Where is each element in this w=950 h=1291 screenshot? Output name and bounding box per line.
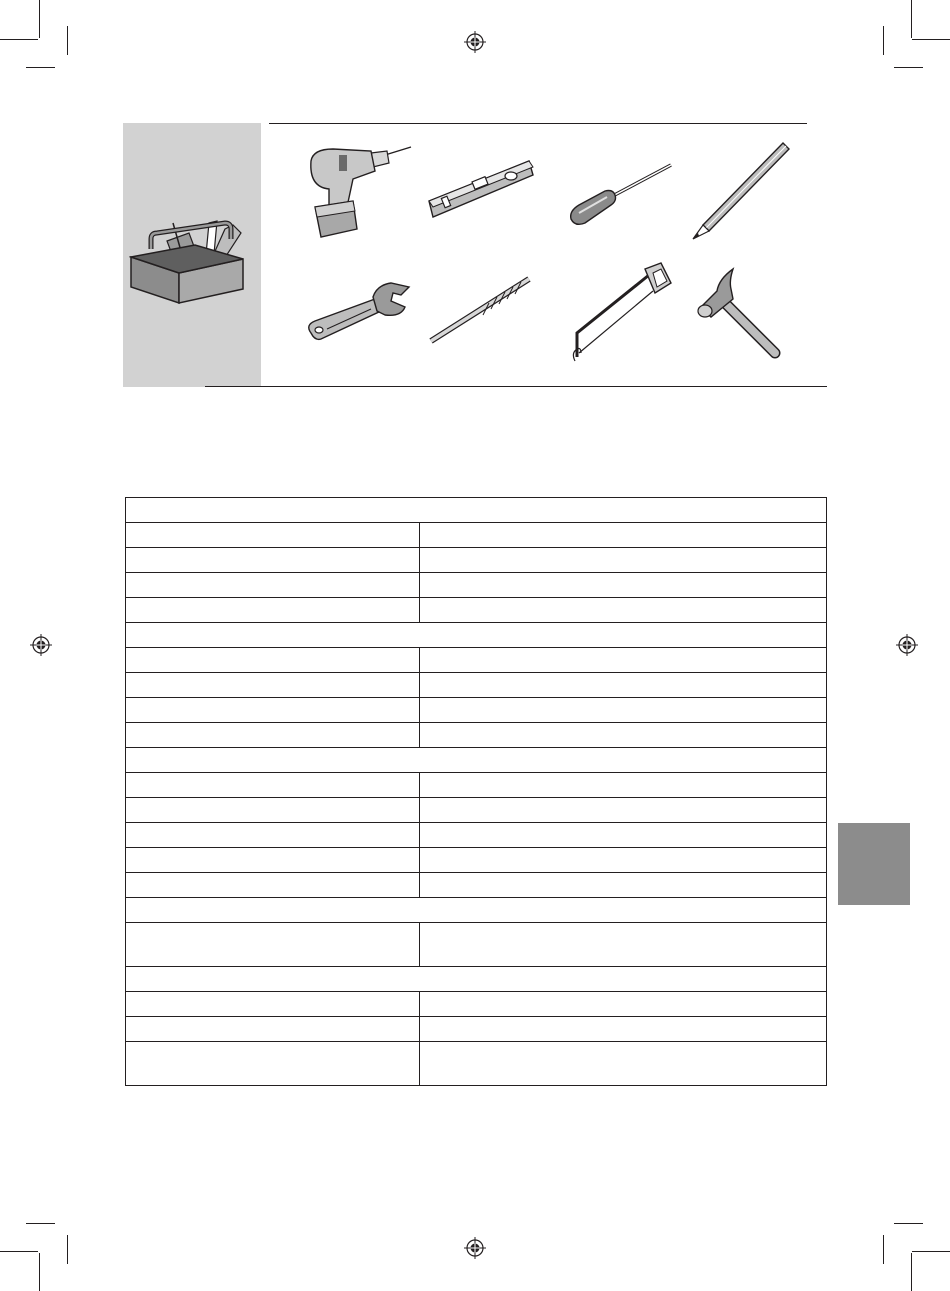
row-label: [126, 723, 420, 748]
table-row: [126, 648, 827, 673]
row-value: [420, 848, 827, 873]
row-label: [126, 773, 420, 798]
registration-mark-right: [896, 634, 918, 656]
row-label: [126, 873, 420, 898]
row-value: [420, 992, 827, 1017]
drill-bit-icon: [427, 275, 533, 347]
panel-bottom-rule: [205, 386, 827, 387]
table-row: [126, 598, 827, 623]
row-label: [126, 992, 420, 1017]
table-section-header: [126, 898, 827, 923]
table-row: [126, 1017, 827, 1042]
table-row: [126, 523, 827, 548]
row-value: [420, 673, 827, 698]
row-value: [420, 523, 827, 548]
screwdriver-icon: [567, 159, 679, 231]
row-label: [126, 823, 420, 848]
section-thumb-tab: [838, 823, 910, 905]
adjustable-wrench-icon: [305, 277, 413, 349]
table-row: [126, 673, 827, 698]
spirit-level-icon: [425, 157, 537, 229]
table-row: [126, 848, 827, 873]
row-value: [420, 1042, 827, 1086]
registration-mark-bottom: [464, 1237, 486, 1259]
registration-mark-top: [464, 31, 486, 53]
tools-required-panel: [123, 123, 827, 387]
table-row: [126, 573, 827, 598]
row-value: [420, 798, 827, 823]
row-label: [126, 573, 420, 598]
table-section-header: [126, 748, 827, 773]
panel-top-rule: [269, 123, 807, 124]
hammer-icon: [693, 265, 787, 361]
row-value: [420, 723, 827, 748]
row-value: [420, 873, 827, 898]
table-row: [126, 548, 827, 573]
row-label: [126, 1017, 420, 1042]
registration-mark-left: [30, 634, 52, 656]
toolbox-icon: [129, 203, 257, 307]
section-title: [126, 623, 827, 648]
table-row: [126, 723, 827, 748]
table-row: [126, 1042, 827, 1086]
row-value: [420, 1017, 827, 1042]
pencil-icon: [689, 139, 793, 243]
row-value: [420, 573, 827, 598]
hacksaw-icon: [569, 261, 677, 365]
row-value: [420, 773, 827, 798]
table-section-header: [126, 623, 827, 648]
row-label: [126, 673, 420, 698]
section-title: [126, 967, 827, 992]
table-section-header: [126, 498, 827, 523]
table-row: [126, 923, 827, 967]
table-row: [126, 773, 827, 798]
row-label: [126, 548, 420, 573]
row-label: [126, 798, 420, 823]
table-row: [126, 798, 827, 823]
table-row: [126, 823, 827, 848]
row-label: [126, 848, 420, 873]
row-label: [126, 698, 420, 723]
section-title: [126, 898, 827, 923]
row-value: [420, 823, 827, 848]
section-title: [126, 498, 827, 523]
table-row: [126, 698, 827, 723]
row-label: [126, 923, 420, 967]
table-row: [126, 992, 827, 1017]
table-row: [126, 873, 827, 898]
row-label: [126, 1042, 420, 1086]
row-value: [420, 598, 827, 623]
toolbox-sidebar: [123, 123, 261, 387]
specification-table: [125, 497, 827, 1086]
row-value: [420, 648, 827, 673]
cordless-drill-icon: [303, 141, 413, 243]
row-label: [126, 648, 420, 673]
row-label: [126, 598, 420, 623]
section-title: [126, 748, 827, 773]
row-value: [420, 698, 827, 723]
row-value: [420, 548, 827, 573]
row-value: [420, 923, 827, 967]
table-section-header: [126, 967, 827, 992]
row-label: [126, 523, 420, 548]
